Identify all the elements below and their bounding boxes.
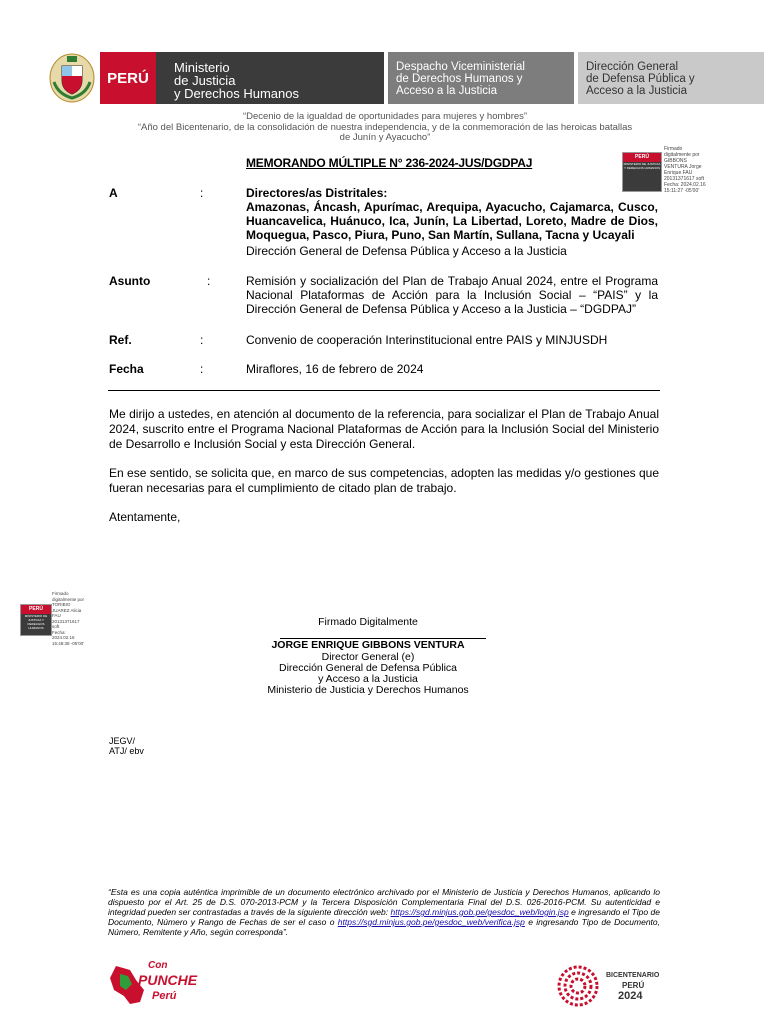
stamp-line: VENTURA Jorge	[664, 164, 702, 170]
bicentenario-logo	[556, 964, 672, 1008]
stamp-line: Firmado	[664, 146, 683, 152]
con-punche-peru-logo	[108, 958, 204, 1010]
initials-line: ATJ/ ebv	[109, 746, 144, 756]
stamp-peru-label: PERÚ	[21, 605, 51, 614]
header-banner	[48, 52, 716, 104]
initials	[109, 736, 144, 756]
colon: :	[200, 186, 204, 200]
initials-line: JEGV/	[109, 736, 136, 746]
memo-title: MEMORANDO MÚLTIPLE N° 236-2024-JUS/DGDPAJ	[246, 156, 533, 170]
vice-ministry-band	[388, 52, 574, 104]
directorate-line: de Defensa Pública y	[586, 73, 695, 85]
stamp-line: 2024.02.16	[52, 635, 75, 640]
logo-text-peru: PERÚ	[622, 981, 645, 990]
subject-label: Asunto	[109, 274, 151, 288]
body-paragraph-2: En ese sentido, se solicita que, en marco de sus competencias, adopten las medidas y/o gestiones que fueran necesarias para el cumplimiento de citado plan de trabajo.	[109, 466, 659, 495]
stamp-ministry-text: MINISTERIO DE JUSTICIA Y DERECHOS HUMANOS	[21, 614, 51, 635]
stamp-line: Firmado	[52, 591, 69, 596]
to-organization: Dirección General de Defensa Pública y Acceso a la Justicia	[246, 244, 567, 258]
stamp-line: digitalmente por	[664, 152, 700, 158]
stamp-peru-label: PERÚ	[623, 153, 661, 162]
vice-line: Despacho Viceministerial	[396, 61, 525, 73]
login-link[interactable]: https://sgd.minjus.gob.pe/gesdoc_web/login.jsp	[390, 907, 569, 917]
note-text: e ingresando Tipo de Documento, Número, Remitente y Año, según corresponda”.	[108, 917, 660, 937]
note-text: e ingresando el Tipo de Documento, Número y Rango de Fechas de ser el caso o	[108, 907, 660, 927]
stamp-line: digitalmente por TORIBIO	[52, 596, 85, 607]
ministry-line: de Justicia	[174, 73, 236, 88]
stamp-line: Fecha: 2024.02.16	[664, 182, 706, 188]
subject-text: Remisión y socialización del Plan de Trabajo Anual 2024, entre el Programa Nacional Plataformas de Acción para la Inclusión Social – “PAIS” y la Dirección General de Defensa Pública y Acceso a la Justicia – “DGDPAJ”	[246, 274, 658, 316]
directorate-band	[578, 52, 764, 104]
directorate-line: Acceso a la Justicia	[586, 85, 687, 97]
motto-decade: “Decenio de la igualdad de oportunidades para mujeres y hombres”	[242, 111, 528, 122]
ref-label: Ref.	[109, 333, 132, 347]
to-label: A	[109, 186, 118, 200]
ministry-band	[156, 52, 384, 104]
note-text: “Esta es una copia auténtica imprimible de un documento electrónico archivado por el Ministerio de Justicia y Derechos Humanos, aplicando lo dispuesto por el Art. 25 de D.S. 070-2013-PCM y la Tercera Disposición Complementaria Final del D.S. 026-2016-PCM. Su autenticidad e integridad pueden ser contrastadas a través de la siguiente dirección web:	[108, 887, 660, 917]
stamp-line: FAU	[52, 613, 61, 618]
peru-label: PERÚ	[107, 69, 149, 87]
signer-name: JORGE ENRIQUE GIBBONS VENTURA	[271, 639, 465, 651]
stamp-ministry-text: MINISTERIO DE JUSTICIA Y DERECHOS HUMANOS	[623, 162, 661, 191]
stamp-text-left	[52, 591, 94, 646]
signer-role: Director General (e)	[321, 651, 415, 663]
stamp-line: soft	[52, 624, 60, 629]
peru-band	[100, 52, 156, 104]
stamp-line: 20131371617	[52, 618, 80, 624]
body-paragraph-1: Me dirijo a ustedes, en atención al documento de la referencia, para socializar el Plan de Trabajo Anual 2024, suscrito entre el Programa Nacional Plataformas de Acción para la Inclusión Social del Ministerio de Desarrollo e Inclusión Social y esta Dirección General.	[109, 407, 659, 451]
verify-link[interactable]: https://sgd.minjus.gob.pe/gesdoc_web/verifica.jsp	[337, 917, 525, 927]
header-divider	[108, 390, 660, 391]
vice-line: Acceso a la Justicia	[396, 85, 497, 97]
closing: Atentamente,	[109, 510, 181, 524]
to-regions: Amazonas, Áncash, Apurímac, Arequipa, Ayacucho, Cajamarca, Cusco, Huancavelica, Huánuco, Ica, Junín, La Libertad, Loreto, Madre de Dios, Moquegua, Pasco, Piura, Puno, San Martín, Sullana, Tacna y Ucayali	[246, 200, 658, 242]
stamp-line: 15:11:27 -05'00'	[664, 188, 700, 194]
vice-line: de Derechos Humanos y	[396, 73, 523, 85]
logo-text-con: Con	[148, 960, 168, 971]
stamp-line: 15:48:38 -05'00'	[52, 640, 84, 646]
motto-year-cont: de Junín y Ayacucho”	[339, 132, 431, 143]
digital-signature-stamp-left	[20, 604, 52, 636]
stamp-line: Fecha:	[52, 629, 66, 635]
date-label: Fecha	[109, 362, 144, 376]
stamp-text-top	[664, 146, 706, 194]
bicentenario-emblem-icon	[556, 964, 600, 1008]
authenticity-note	[108, 887, 660, 937]
colon: :	[207, 274, 211, 288]
national-shield-icon	[48, 52, 96, 104]
stamp-line: Enrique FAU	[664, 170, 693, 176]
motto-year: “Año del Bicentenario, de la consolidación de nuestra independencia, y de la conmemoración de las heroicas batallas	[137, 122, 633, 133]
ref-text: Convenio de cooperación Interinstitucional entre PAIS y MINJUSDH	[246, 333, 608, 347]
colon: :	[200, 362, 204, 376]
ministry-line: Ministerio	[174, 60, 230, 75]
stamp-line: 20131371617 soft	[664, 176, 705, 182]
signer-org-2: y Acceso a la Justicia	[318, 673, 418, 685]
logo-text-bicentenario: BICENTENARIO	[606, 972, 660, 979]
signer-org-1: Dirección General de Defensa Pública	[278, 662, 457, 674]
logo-text-year: 2024	[618, 990, 643, 1002]
stamp-line: JUAREZ Alicia	[52, 607, 82, 613]
colon: :	[200, 333, 204, 347]
to-heading: Directores/as Distritales:	[246, 186, 388, 200]
signer-org-3: Ministerio de Justicia y Derechos Humanos	[267, 684, 469, 696]
date-text: Miraflores, 16 de febrero de 2024	[246, 362, 424, 376]
signature-digital-note: Firmado Digitalmente	[318, 616, 418, 628]
ministry-line: y Derechos Humanos	[174, 86, 299, 101]
directorate-line: Dirección General	[586, 61, 679, 73]
logo-text-punche: PUNCHE	[138, 972, 198, 988]
logo-text-peru: Perú	[152, 990, 177, 1002]
stamp-line: GIBBONS	[664, 158, 687, 164]
